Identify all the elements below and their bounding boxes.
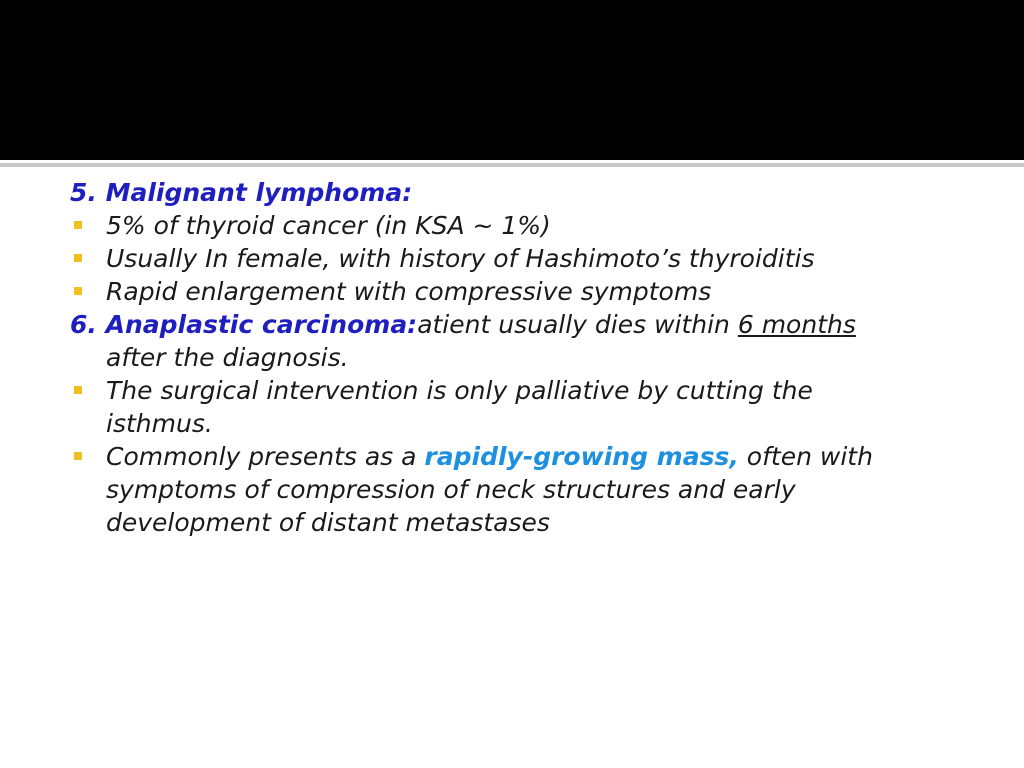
square-bullet-icon	[74, 287, 82, 295]
bullet-item	[70, 440, 970, 473]
title-divider	[0, 163, 1024, 167]
anaplastic-number: 6.	[70, 310, 106, 339]
lymphoma-heading: 5. Malignant lymphoma:	[70, 178, 413, 207]
bullet-text: The surgical intervention is only palliative by cutting the	[106, 376, 813, 405]
bullet-text: Commonly presents as a	[106, 442, 425, 471]
bullet-continuation: symptoms of compression of neck structures and early	[106, 475, 796, 504]
slide-content	[70, 176, 970, 539]
anaplastic-text: atient usually dies within	[417, 310, 738, 339]
bullet-text: often with	[738, 442, 873, 471]
bullet-continuation: isthmus.	[106, 409, 213, 438]
bullet-text: Usually In female, with history of Hashimoto’s thyroiditis	[106, 244, 815, 273]
anaplastic-heading: Anaplastic carcinoma:	[105, 310, 418, 339]
bullet-continuation: development of distant metastases	[106, 508, 550, 537]
six-months-text: 6 months	[737, 310, 856, 339]
square-bullet-icon	[74, 386, 82, 394]
anaplastic-line	[70, 308, 970, 341]
square-bullet-icon	[74, 221, 82, 229]
bullet-item	[70, 374, 970, 407]
bullet-item	[70, 242, 970, 275]
bullet-item	[70, 275, 970, 308]
anaplastic-continuation: after the diagnosis.	[106, 343, 349, 372]
bullet-text: 5% of thyroid cancer (in KSA ~ 1%)	[106, 211, 551, 240]
bullet-text: Rapid enlargement with compressive symptoms	[106, 277, 712, 306]
square-bullet-icon	[74, 452, 82, 460]
bullet-item	[70, 209, 970, 242]
rapidly-growing-mass-text: rapidly-growing mass,	[424, 442, 739, 471]
title-bar	[0, 0, 1024, 160]
square-bullet-icon	[74, 254, 82, 262]
